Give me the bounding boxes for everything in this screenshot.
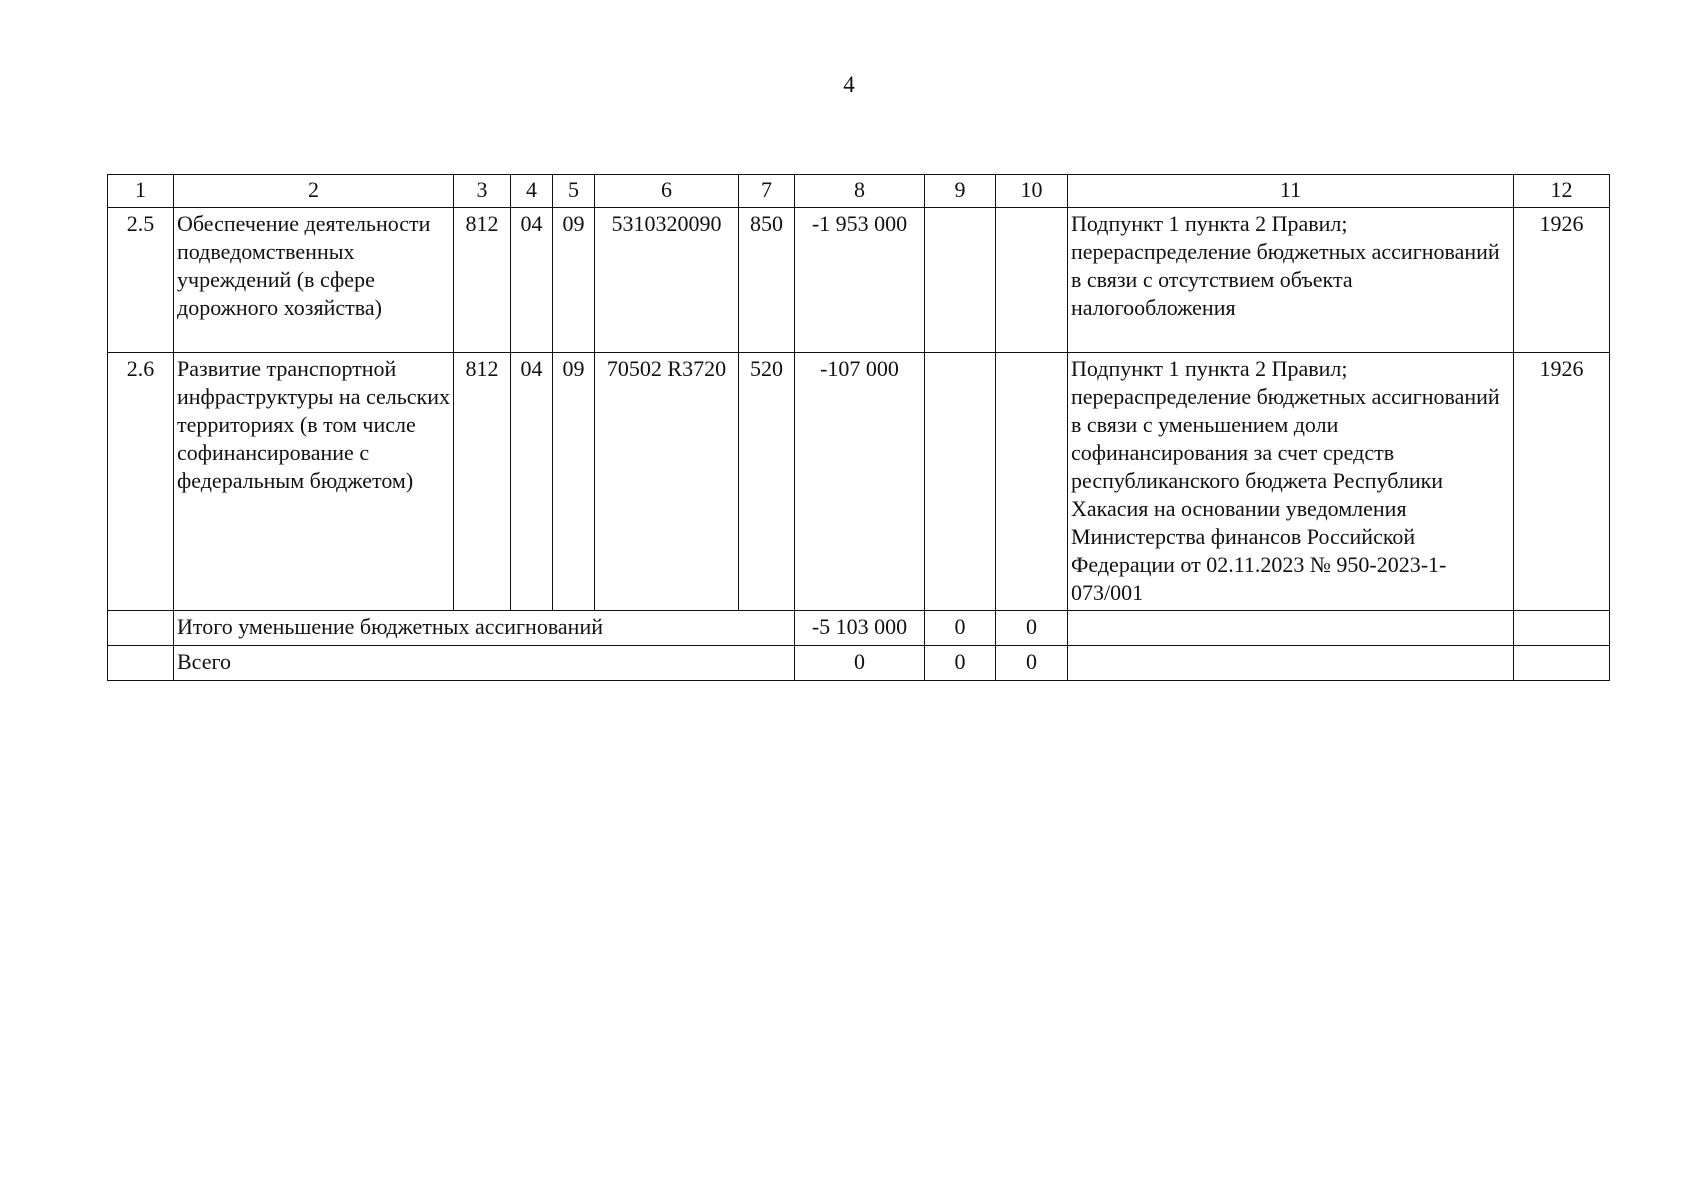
budget-allocation-table — [107, 174, 1610, 681]
header-cell-6: 6 — [595, 175, 739, 208]
reference-code: 1926 — [1514, 353, 1610, 611]
total-decrease-col-9: 0 — [925, 611, 996, 646]
header-cell-7: 7 — [739, 175, 795, 208]
amount-col-10 — [996, 208, 1068, 353]
header-cell-2: 2 — [174, 175, 454, 208]
amount-col-8: -1 953 000 — [795, 208, 925, 353]
empty-cell — [1514, 646, 1610, 681]
section-code: 04 — [511, 208, 553, 353]
section-code: 04 — [511, 353, 553, 611]
target-article-code: 70502 R3720 — [595, 353, 739, 611]
expense-name: Развитие транспортной инфраструктуры на сельских территориях (в том числе софинансирование с федеральным бюджетом) — [174, 353, 454, 611]
grand-total-col-8: 0 — [795, 646, 925, 681]
total-decrease-col-8: -5 103 000 — [795, 611, 925, 646]
amount-col-10 — [996, 353, 1068, 611]
total-decrease-label: Итого уменьшение бюджетных ассигнований — [174, 611, 795, 646]
header-cell-12: 12 — [1514, 175, 1610, 208]
subsection-code: 09 — [553, 353, 595, 611]
grand-total-label: Всего — [174, 646, 795, 681]
grand-total-col-10: 0 — [996, 646, 1068, 681]
header-cell-10: 10 — [996, 175, 1068, 208]
justification-text: Подпункт 1 пункта 2 Правил; перераспределение бюджетных ассигнований в связи с уменьшением доли софинансирования за счет средств республиканского бюджета Республики Хакасия на основании уведомления Министерства финансов Российской Федерации от 02.11.2023 № 950-2023-1-073/001 — [1068, 353, 1514, 611]
grand-total-row — [108, 646, 1610, 681]
header-cell-3: 3 — [454, 175, 511, 208]
empty-cell — [1514, 611, 1610, 646]
justification-text: Подпункт 1 пункта 2 Правил; перераспределение бюджетных ассигнований в связи с отсутствием объекта налогообложения — [1068, 208, 1514, 353]
header-cell-9: 9 — [925, 175, 996, 208]
header-cell-8: 8 — [795, 175, 925, 208]
expense-type-code: 520 — [739, 353, 795, 611]
grand-total-col-9: 0 — [925, 646, 996, 681]
total-decrease-col-10: 0 — [996, 611, 1068, 646]
row-number: 2.5 — [108, 208, 174, 353]
target-article-code: 5310320090 — [595, 208, 739, 353]
empty-cell — [108, 611, 174, 646]
reference-code: 1926 — [1514, 208, 1610, 353]
table-row — [108, 353, 1610, 611]
amount-col-9 — [925, 208, 996, 353]
header-cell-1: 1 — [108, 175, 174, 208]
page-number: 4 — [843, 72, 855, 97]
table-header-row — [108, 175, 1610, 208]
header-cell-11: 11 — [1068, 175, 1514, 208]
expense-name: Обеспечение деятельности подведомственных учреждений (в сфере дорожного хозяйства) — [174, 208, 454, 353]
header-cell-4: 4 — [511, 175, 553, 208]
table-row — [108, 208, 1610, 353]
ministry-code: 812 — [454, 208, 511, 353]
amount-col-9 — [925, 353, 996, 611]
total-decrease-row — [108, 611, 1610, 646]
expense-type-code: 850 — [739, 208, 795, 353]
ministry-code: 812 — [454, 353, 511, 611]
empty-cell — [1068, 646, 1514, 681]
amount-col-8: -107 000 — [795, 353, 925, 611]
header-cell-5: 5 — [553, 175, 595, 208]
row-number: 2.6 — [108, 353, 174, 611]
subsection-code: 09 — [553, 208, 595, 353]
empty-cell — [108, 646, 174, 681]
empty-cell — [1068, 611, 1514, 646]
